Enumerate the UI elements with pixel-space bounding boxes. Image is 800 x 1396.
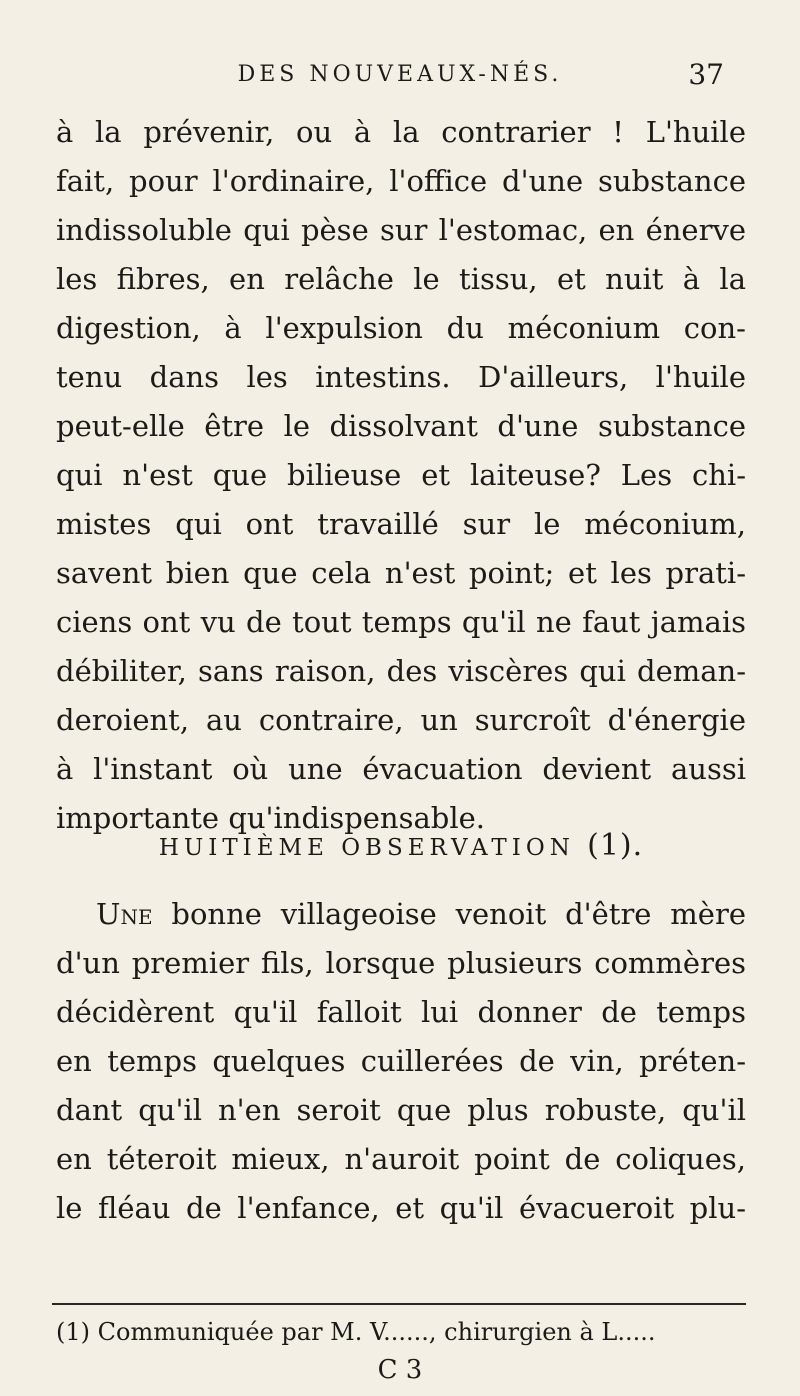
running-head: DES NOUVEAUX-NÉS. — [237, 62, 563, 87]
footnote: (1) Communiquée par M. V......, chirurgien à L..... — [56, 1318, 656, 1346]
text-line: ciens ont vu de tout temps qu'il ne faut jamais — [56, 605, 746, 639]
signature-mark: C 3 — [377, 1355, 423, 1385]
text-line: savent bien que cela n'est point; et les prati- — [56, 556, 746, 590]
text-line: décidèrent qu'il falloit lui donner de temps — [56, 995, 746, 1029]
text-line: digestion, à l'expulsion du méconium con- — [56, 311, 746, 345]
text-line: le fléau de l'enfance, et qu'il évacueroit plu- — [56, 1191, 746, 1225]
text-line: en temps quelques cuillerées de vin, préten- — [56, 1044, 746, 1078]
footnote-rule — [52, 1303, 746, 1305]
page-number: 37 — [688, 58, 724, 91]
section-heading — [56, 828, 746, 863]
section-title: HUITIÈME OBSERVATION — [158, 835, 575, 861]
text-line — [56, 890, 746, 939]
first-line-rest: bonne villageoise venoit d'être mère — [152, 897, 746, 931]
text-line: importante qu'indispensable. — [56, 801, 485, 835]
text-line: d'un premier fils, lorsque plusieurs commères — [56, 946, 746, 980]
text-line: deroient, au contraire, un surcroît d'énergie — [56, 703, 746, 737]
section-body-text — [56, 890, 746, 1233]
text-line: les fibres, en relâche le tissu, et nuit à la — [56, 262, 746, 296]
page-header — [0, 58, 800, 102]
text-line: qui n'est que bilieuse et laiteuse? Les chi- — [56, 458, 746, 492]
text-line: dant qu'il n'en seroit que plus robuste, qu'il — [56, 1093, 746, 1127]
text-line: à la prévenir, ou à la contrarier ! L'huile — [56, 115, 746, 149]
text-line: en téteroit mieux, n'auroit point de coliques, — [56, 1142, 746, 1176]
initial-word: Une — [96, 897, 153, 931]
footnote-reference: (1). — [587, 828, 644, 863]
text-line: à l'instant où une évacuation devient aussi — [56, 752, 746, 786]
text-line: peut-elle être le dissolvant d'une substance — [56, 409, 746, 443]
text-line: mistes qui ont travaillé sur le méconium, — [56, 507, 746, 541]
text-line: fait, pour l'ordinaire, l'office d'une substance — [56, 164, 746, 198]
body-text — [56, 108, 746, 843]
text-line: débiliter, sans raison, des viscères qui deman- — [56, 654, 746, 688]
text-line: indissoluble qui pèse sur l'estomac, en énerve — [56, 213, 746, 247]
text-line: tenu dans les intestins. D'ailleurs, l'huile — [56, 360, 746, 394]
